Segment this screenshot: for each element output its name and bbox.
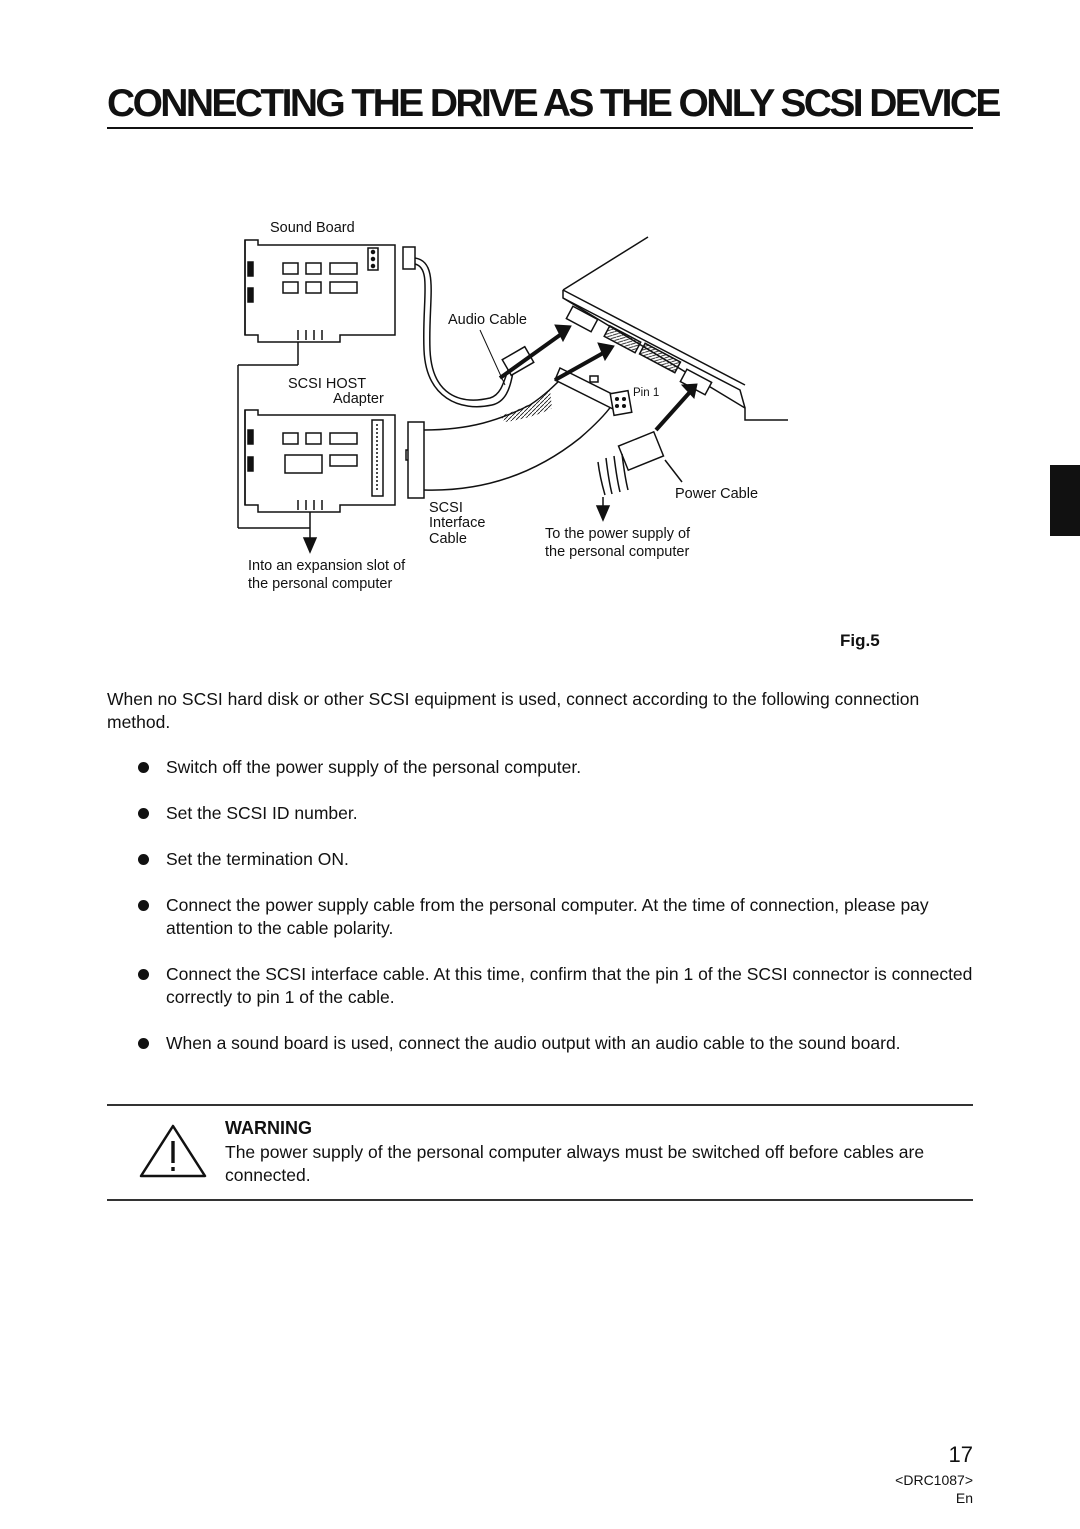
- warning-bottom-rule: [107, 1199, 973, 1201]
- list-item: [107, 963, 975, 1009]
- label-adapter: Adapter: [333, 391, 384, 407]
- step-text: Set the termination ON.: [166, 849, 349, 869]
- warning-heading: WARNING: [225, 1118, 312, 1138]
- power-cable: [597, 432, 682, 520]
- steps-list: [107, 756, 975, 1078]
- step-text: Connect the SCSI interface cable. At this time, confirm that the pin 1 of the SCSI connector is connected correctly to pin 1 of the cable.: [166, 964, 973, 1007]
- figure-caption: Fig.5: [840, 631, 880, 650]
- bullet-icon: [138, 969, 149, 980]
- page-title: CONNECTING THE DRIVE AS THE ONLY SCSI DEVICE: [107, 82, 999, 125]
- label-interface: Interface: [429, 515, 486, 531]
- list-item: [107, 1032, 975, 1055]
- language-code: En: [955, 1490, 973, 1506]
- leader-lines: [480, 330, 505, 385]
- bullet-icon: [138, 762, 149, 773]
- label-scsi-host: SCSI HOST: [288, 376, 367, 392]
- label-audio-cable: Audio Cable: [448, 312, 527, 328]
- sound-board-card: [245, 240, 415, 342]
- scsi-interface-cable: [424, 368, 632, 490]
- list-item: [107, 756, 975, 779]
- step-text: Switch off the power supply of the personal computer.: [166, 757, 582, 777]
- label-sound-board: Sound Board: [270, 220, 355, 236]
- document-code: <DRC1087>: [895, 1472, 973, 1488]
- step-text: Set the SCSI ID number.: [166, 803, 358, 823]
- label-power-supply-2: the personal computer: [545, 544, 690, 560]
- bullet-icon: [138, 854, 149, 865]
- step-text: Connect the power supply cable from the personal computer. At the time of connection, please pay attention to the cable polarity.: [166, 895, 929, 938]
- exclamation-triangle-icon: [138, 1123, 208, 1179]
- audio-cable: [415, 258, 534, 407]
- list-item: [107, 802, 975, 825]
- section-tab-marker: [1050, 465, 1080, 536]
- label-scsi: SCSI: [429, 500, 463, 516]
- warning-top-rule: [107, 1104, 973, 1106]
- label-cable: Cable: [429, 531, 467, 547]
- bullet-icon: [138, 1038, 149, 1049]
- warning-text: The power supply of the personal computer always must be switched off before cables are connected.: [225, 1142, 925, 1185]
- label-expansion-1: Into an expansion slot of: [248, 558, 406, 574]
- title-underline: [107, 127, 973, 129]
- label-expansion-2: the personal computer: [248, 576, 393, 592]
- page-number: 17: [948, 1442, 973, 1467]
- label-power-supply-1: To the power supply of: [545, 526, 691, 542]
- bullet-icon: [138, 900, 149, 911]
- connection-diagram: [230, 210, 790, 610]
- list-item: [107, 848, 975, 871]
- label-pin1: Pin 1: [633, 387, 660, 399]
- step-text: When a sound board is used, connect the audio output with an audio cable to the sound board.: [166, 1033, 901, 1053]
- intro-paragraph: When no SCSI hard disk or other SCSI equipment is used, connect according to the following connection method.: [107, 689, 920, 732]
- list-item: [107, 894, 975, 940]
- scsi-host-adapter-card: [245, 410, 424, 512]
- bullet-icon: [138, 808, 149, 819]
- label-power-cable: Power Cable: [675, 486, 759, 502]
